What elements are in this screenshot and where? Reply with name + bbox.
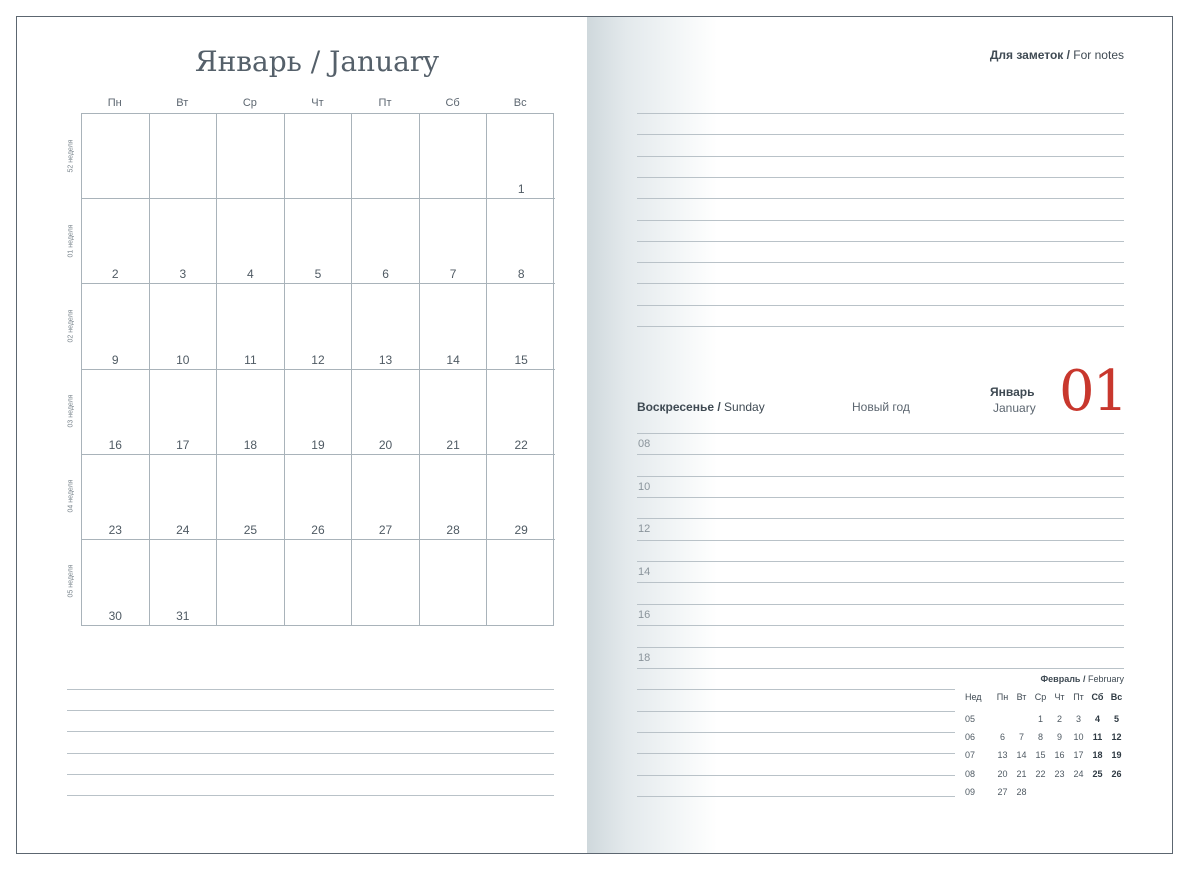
day-number-label: 14 xyxy=(446,352,460,367)
note-line xyxy=(637,283,1124,284)
note-line xyxy=(637,326,1124,327)
day-number-label: 16 xyxy=(108,437,122,452)
day-cell xyxy=(217,114,285,199)
week-number-text: 52 неделя xyxy=(67,139,75,173)
schedule-line xyxy=(637,625,1124,626)
day-number-label: 27 xyxy=(378,522,393,537)
day-number-label: 3 xyxy=(179,267,187,282)
hour-label: 16 xyxy=(638,608,651,621)
day-cell xyxy=(150,370,218,455)
day-name xyxy=(637,400,765,414)
mini-calendar-row xyxy=(965,714,1127,726)
day-cell xyxy=(352,455,420,540)
mini-day: 16 xyxy=(1054,750,1065,761)
mini-week-number: 09 xyxy=(965,786,976,797)
day-cell xyxy=(487,370,555,455)
day-number-label: 1 xyxy=(517,182,525,197)
day-cell xyxy=(487,455,555,540)
weekday-label: Пн xyxy=(107,97,122,109)
day-name-en: Sunday xyxy=(724,400,765,414)
mini-week-header: Нед xyxy=(965,692,982,702)
day-cell xyxy=(352,370,420,455)
schedule-line xyxy=(637,775,955,776)
day-cell xyxy=(285,199,353,284)
day-cell xyxy=(420,370,488,455)
week-number-text: 02 неделя xyxy=(67,309,75,343)
day-number-label: 8 xyxy=(517,267,525,282)
mini-title-separator: / xyxy=(1080,674,1088,684)
mini-day: 5 xyxy=(1113,714,1119,724)
mini-week-number: 06 xyxy=(965,732,976,743)
day-cell xyxy=(217,199,285,284)
mini-title-en: February xyxy=(1087,674,1124,684)
day-cell xyxy=(285,540,353,625)
schedule-line xyxy=(637,582,1124,583)
weekday-header-row xyxy=(81,97,554,111)
note-line xyxy=(67,795,554,796)
schedule-line xyxy=(637,647,1124,648)
day-number-label: 22 xyxy=(514,437,528,452)
month-title: Январь / January xyxy=(194,45,439,78)
day-number-label: 6 xyxy=(382,267,389,282)
note-line xyxy=(637,305,1124,306)
schedule-line xyxy=(637,540,1124,541)
day-number-label: 9 xyxy=(111,352,119,367)
weekday-label: Ср xyxy=(242,97,257,109)
mini-day: 17 xyxy=(1073,750,1084,761)
day-number-label: 24 xyxy=(176,522,190,537)
day-cell xyxy=(487,199,555,284)
day-number-label: 13 xyxy=(378,352,393,367)
schedule-line xyxy=(637,433,1124,434)
note-line xyxy=(67,731,554,732)
mini-week-number: 08 xyxy=(965,768,976,779)
schedule-line xyxy=(637,732,955,733)
notes-title-en: For notes xyxy=(1073,48,1124,62)
note-line xyxy=(637,220,1124,221)
week-number-label xyxy=(61,211,81,271)
mini-weekday-label: Ср xyxy=(1034,692,1047,702)
mini-day: 1 xyxy=(1037,714,1043,724)
day-cell xyxy=(82,455,150,540)
day-cell xyxy=(285,370,353,455)
day-cell xyxy=(82,370,150,455)
mini-title-ru: Февраль xyxy=(1040,674,1081,684)
day-number-label: 19 xyxy=(311,437,325,452)
mini-day: 23 xyxy=(1054,768,1065,779)
schedule-line xyxy=(637,497,1124,498)
mini-weekday-label: Чт xyxy=(1054,692,1065,702)
day-cell xyxy=(150,114,218,199)
mini-day: 13 xyxy=(997,750,1008,761)
day-name-separator: / xyxy=(714,400,725,414)
mini-day: 26 xyxy=(1111,768,1122,779)
day-cell xyxy=(150,199,218,284)
left-page xyxy=(17,17,587,853)
mini-calendar-row xyxy=(965,750,1127,762)
week-number-label xyxy=(61,381,81,441)
mini-weekday-label: Пт xyxy=(1073,692,1084,702)
day-number-label: 28 xyxy=(446,522,460,537)
day-cell xyxy=(420,199,488,284)
mini-day: 25 xyxy=(1092,768,1103,779)
hour-label: 18 xyxy=(638,651,651,664)
note-line xyxy=(637,198,1124,199)
day-cell xyxy=(217,540,285,625)
day-cell xyxy=(82,114,150,199)
day-month-en: January xyxy=(993,401,1036,415)
day-cell xyxy=(352,284,420,369)
notes-title-separator: / xyxy=(1063,48,1074,62)
mini-week-number: 07 xyxy=(965,750,976,761)
mini-day: 21 xyxy=(1016,768,1027,779)
day-number-label: 18 xyxy=(243,437,258,452)
mini-day: 27 xyxy=(997,786,1008,797)
mini-day: 20 xyxy=(997,768,1008,779)
week-number-label xyxy=(61,551,81,611)
note-line xyxy=(637,262,1124,263)
day-cell xyxy=(420,284,488,369)
right-page xyxy=(587,17,1174,853)
mini-day: 19 xyxy=(1111,750,1122,761)
note-line xyxy=(637,241,1124,242)
schedule-line xyxy=(637,454,1124,455)
mini-weekday-label: Вт xyxy=(1016,692,1027,702)
note-line xyxy=(637,113,1124,114)
week-number-label xyxy=(61,126,81,186)
mini-day: 14 xyxy=(1016,750,1027,761)
day-cell xyxy=(352,114,420,199)
day-number-label: 30 xyxy=(108,609,122,624)
note-line xyxy=(637,134,1124,135)
day-cell xyxy=(82,540,150,625)
mini-calendar-title xyxy=(958,674,1124,684)
mini-day: 3 xyxy=(1075,714,1081,724)
day-cell xyxy=(352,199,420,284)
note-line xyxy=(67,710,554,711)
day-cell xyxy=(285,114,353,199)
notes-title-ru: Для заметок xyxy=(989,48,1064,62)
mini-day: 22 xyxy=(1035,768,1046,779)
day-number-label: 15 xyxy=(514,352,528,367)
mini-day: 8 xyxy=(1037,732,1043,743)
schedule-line xyxy=(637,796,955,797)
day-cell xyxy=(217,455,285,540)
note-line xyxy=(67,774,554,775)
day-number-label: 31 xyxy=(176,609,190,624)
note-line xyxy=(637,156,1124,157)
mini-day: 4 xyxy=(1094,714,1100,724)
holiday-label: Новый год xyxy=(852,400,910,414)
mini-weekday-label: Пн xyxy=(996,692,1009,702)
weekday-label: Сб xyxy=(445,97,460,109)
day-number-label: 21 xyxy=(446,437,460,452)
mini-day: 11 xyxy=(1092,732,1103,743)
note-line xyxy=(67,689,554,690)
mini-calendar-row xyxy=(965,787,1127,799)
day-number-label: 10 xyxy=(176,352,190,367)
day-number-label: 2 xyxy=(111,267,119,282)
planner-spread xyxy=(16,16,1173,854)
week-number-text: 01 неделя xyxy=(67,224,75,258)
day-cell xyxy=(487,540,555,625)
day-cell xyxy=(420,540,488,625)
hour-label: 08 xyxy=(638,438,651,450)
day-cell xyxy=(420,114,488,199)
day-number-label: 20 xyxy=(378,437,393,452)
schedule-line xyxy=(637,476,1124,477)
day-number-label: 25 xyxy=(243,522,258,537)
day-number-label: 5 xyxy=(314,267,322,282)
mini-day: 7 xyxy=(1018,732,1024,743)
mini-day: 28 xyxy=(1016,786,1027,797)
hour-label: 14 xyxy=(638,566,651,579)
day-number-label: 23 xyxy=(108,522,122,537)
day-cell xyxy=(150,284,218,369)
hour-label: 10 xyxy=(638,480,651,493)
day-number-label: 11 xyxy=(244,352,257,367)
day-number-label: 4 xyxy=(247,267,254,282)
weekday-label: Вт xyxy=(176,97,189,109)
day-cell xyxy=(487,284,555,369)
weekday-label: Вс xyxy=(513,97,527,109)
schedule-line xyxy=(637,518,1124,519)
day-number-label: 29 xyxy=(514,522,528,537)
hour-label: 12 xyxy=(638,523,651,536)
week-number-text: 05 неделя xyxy=(67,564,75,598)
mini-day: 6 xyxy=(999,732,1005,743)
mini-calendar-header xyxy=(965,692,1127,704)
day-cell xyxy=(217,370,285,455)
day-number-label: 17 xyxy=(176,437,190,452)
day-number-label: 12 xyxy=(311,352,325,367)
week-number-text: 03 неделя xyxy=(67,394,75,428)
week-number-text: 04 неделя xyxy=(67,479,75,513)
schedule-line xyxy=(637,604,1124,605)
mini-day: 24 xyxy=(1073,768,1084,779)
schedule-line xyxy=(637,668,1124,669)
day-number-label: 26 xyxy=(311,522,325,537)
mini-calendar-row xyxy=(965,769,1127,781)
day-cell xyxy=(352,540,420,625)
weekday-label: Пт xyxy=(378,97,392,109)
day-cell xyxy=(420,455,488,540)
day-number: 01 xyxy=(1059,359,1127,424)
mini-weekday-label: Вс xyxy=(1110,692,1123,702)
schedule-line xyxy=(637,753,955,754)
week-number-label xyxy=(61,296,81,356)
mini-week-number: 05 xyxy=(965,714,976,724)
day-cell xyxy=(82,284,150,369)
day-cell xyxy=(217,284,285,369)
mini-calendar-row xyxy=(965,732,1127,744)
mini-day: 2 xyxy=(1056,714,1062,724)
day-number-label: 7 xyxy=(449,267,457,282)
week-number-label xyxy=(61,466,81,526)
day-cell xyxy=(285,455,353,540)
day-cell xyxy=(487,114,555,199)
day-month-ru: Январь xyxy=(990,385,1035,399)
day-cell xyxy=(150,540,218,625)
day-cell xyxy=(150,455,218,540)
schedule-line xyxy=(637,561,1124,562)
mini-day: 10 xyxy=(1073,732,1084,743)
mini-day: 15 xyxy=(1035,750,1046,761)
note-line xyxy=(637,177,1124,178)
weekday-label: Чт xyxy=(311,97,324,109)
mini-day: 18 xyxy=(1092,750,1103,761)
mini-day: 9 xyxy=(1056,732,1062,743)
day-cell xyxy=(82,199,150,284)
day-cell xyxy=(285,284,353,369)
schedule-line xyxy=(637,711,955,712)
month-calendar-grid xyxy=(81,113,554,626)
mini-day: 12 xyxy=(1111,732,1122,743)
notes-title xyxy=(990,48,1124,62)
mini-weekday-label: Сб xyxy=(1091,692,1104,702)
schedule-line xyxy=(637,689,955,690)
note-line xyxy=(67,753,554,754)
day-name-ru: Воскресенье xyxy=(637,400,715,414)
